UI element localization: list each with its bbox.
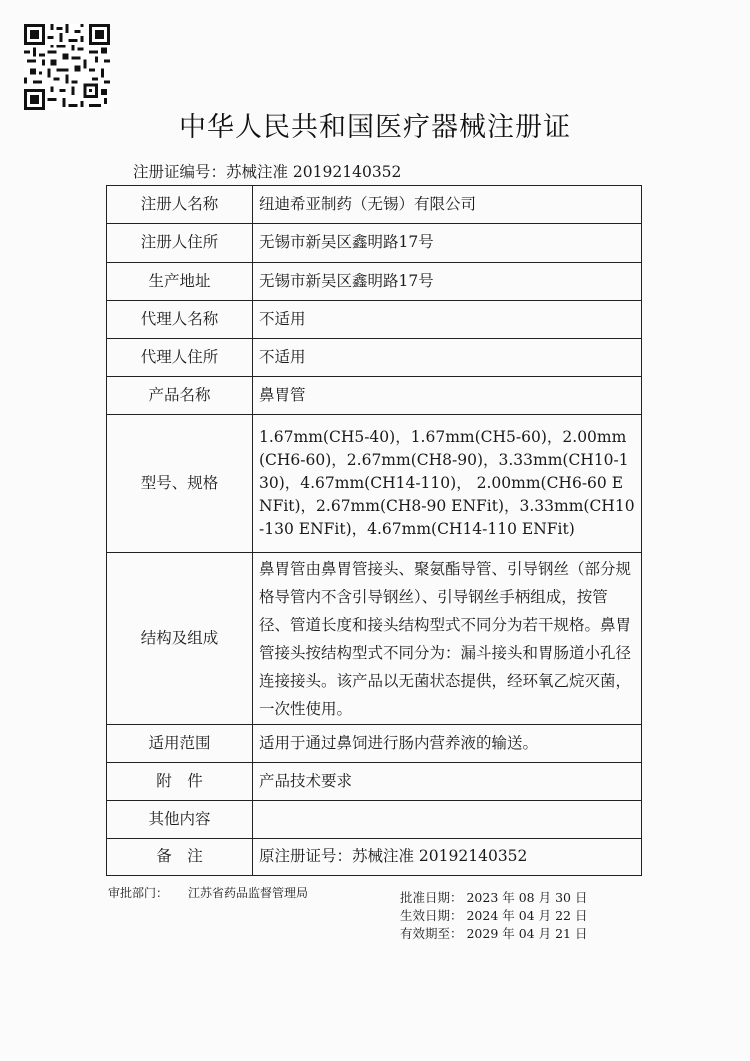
- row-value: 1.67mm(CH5-40)，1.67mm(CH5-60)，2.00mm(CH6-60)，2.67mm(CH8-90)，3.33mm(CH10-130)，4.67mm(CH14-110)， 2.00mm(CH6-60 ENFit)，2.67mm(CH8-90 ENFit)，3.33mm(CH10-130 ENFit)，4.67mm(CH14-110 ENFit): [253, 415, 642, 553]
- row-value: 适用于通过鼻饲进行肠内营养液的输送。: [253, 725, 642, 763]
- approval-dept-label: 审批部门：: [108, 886, 169, 900]
- row-value: 无锡市新吴区鑫明路17号: [253, 224, 642, 263]
- table-row: [107, 763, 642, 801]
- row-value: 产品技术要求: [253, 763, 642, 801]
- row-value: 鼻胃管: [253, 377, 642, 415]
- table-row: [107, 553, 642, 725]
- row-label: 产品名称: [107, 377, 253, 415]
- certificate-table: [106, 185, 642, 876]
- approval-date: 批准日期： 2023 年 08 月 30 日: [400, 890, 588, 905]
- row-value: 鼻胃管由鼻胃管接头、聚氨酯导管、引导钢丝（部分规格导管内不含引导钢丝）、引导钢丝手柄组成，按管径、管道长度和接头结构型式不同分为若干规格。鼻胃管接头按结构型式不同分为：漏斗接头和胃肠道小孔径连接接头。该产品以无菌状态提供，经环氧乙烷灭菌，一次性使用。: [253, 553, 642, 725]
- table-row: [107, 415, 642, 553]
- row-label: 结构及组成: [107, 553, 253, 725]
- row-label: 代理人名称: [107, 301, 253, 339]
- row-value: 不适用: [253, 339, 642, 377]
- approval-dept: 江苏省药品监督管理局: [188, 886, 309, 900]
- row-label: 注册人住所: [107, 224, 253, 263]
- expiry-date: 有效期至： 2029 年 04 月 21 日: [400, 926, 588, 941]
- row-label: 附 件: [107, 763, 253, 801]
- registration-number: 注册证编号：苏械注准 20192140352: [133, 163, 402, 181]
- row-label: 代理人住所: [107, 339, 253, 377]
- qr-code: [24, 24, 110, 110]
- row-value: 不适用: [253, 301, 642, 339]
- row-value: 纽迪希亚制药（无锡）有限公司: [253, 186, 642, 224]
- table-row: [107, 839, 642, 876]
- table-row: [107, 301, 642, 339]
- table-row: [107, 224, 642, 263]
- row-label: 生产地址: [107, 263, 253, 301]
- effective-date: 生效日期： 2024 年 04 月 22 日: [400, 908, 588, 923]
- table-row: [107, 725, 642, 763]
- row-label: 备 注: [107, 839, 253, 876]
- row-value: 原注册证号：苏械注准 20192140352: [253, 839, 642, 876]
- row-label: 型号、规格: [107, 415, 253, 553]
- dates-block: [400, 889, 587, 943]
- table-row: [107, 263, 642, 301]
- row-value: 无锡市新吴区鑫明路17号: [253, 263, 642, 301]
- row-label: 注册人名称: [107, 186, 253, 224]
- table-row: [107, 186, 642, 224]
- row-value: [253, 801, 642, 839]
- row-label: 其他内容: [107, 801, 253, 839]
- table-row: [107, 339, 642, 377]
- row-label: 适用范围: [107, 725, 253, 763]
- table-row: [107, 801, 642, 839]
- table-row: [107, 377, 642, 415]
- certificate-title: 中华人民共和国医疗器械注册证: [179, 112, 571, 143]
